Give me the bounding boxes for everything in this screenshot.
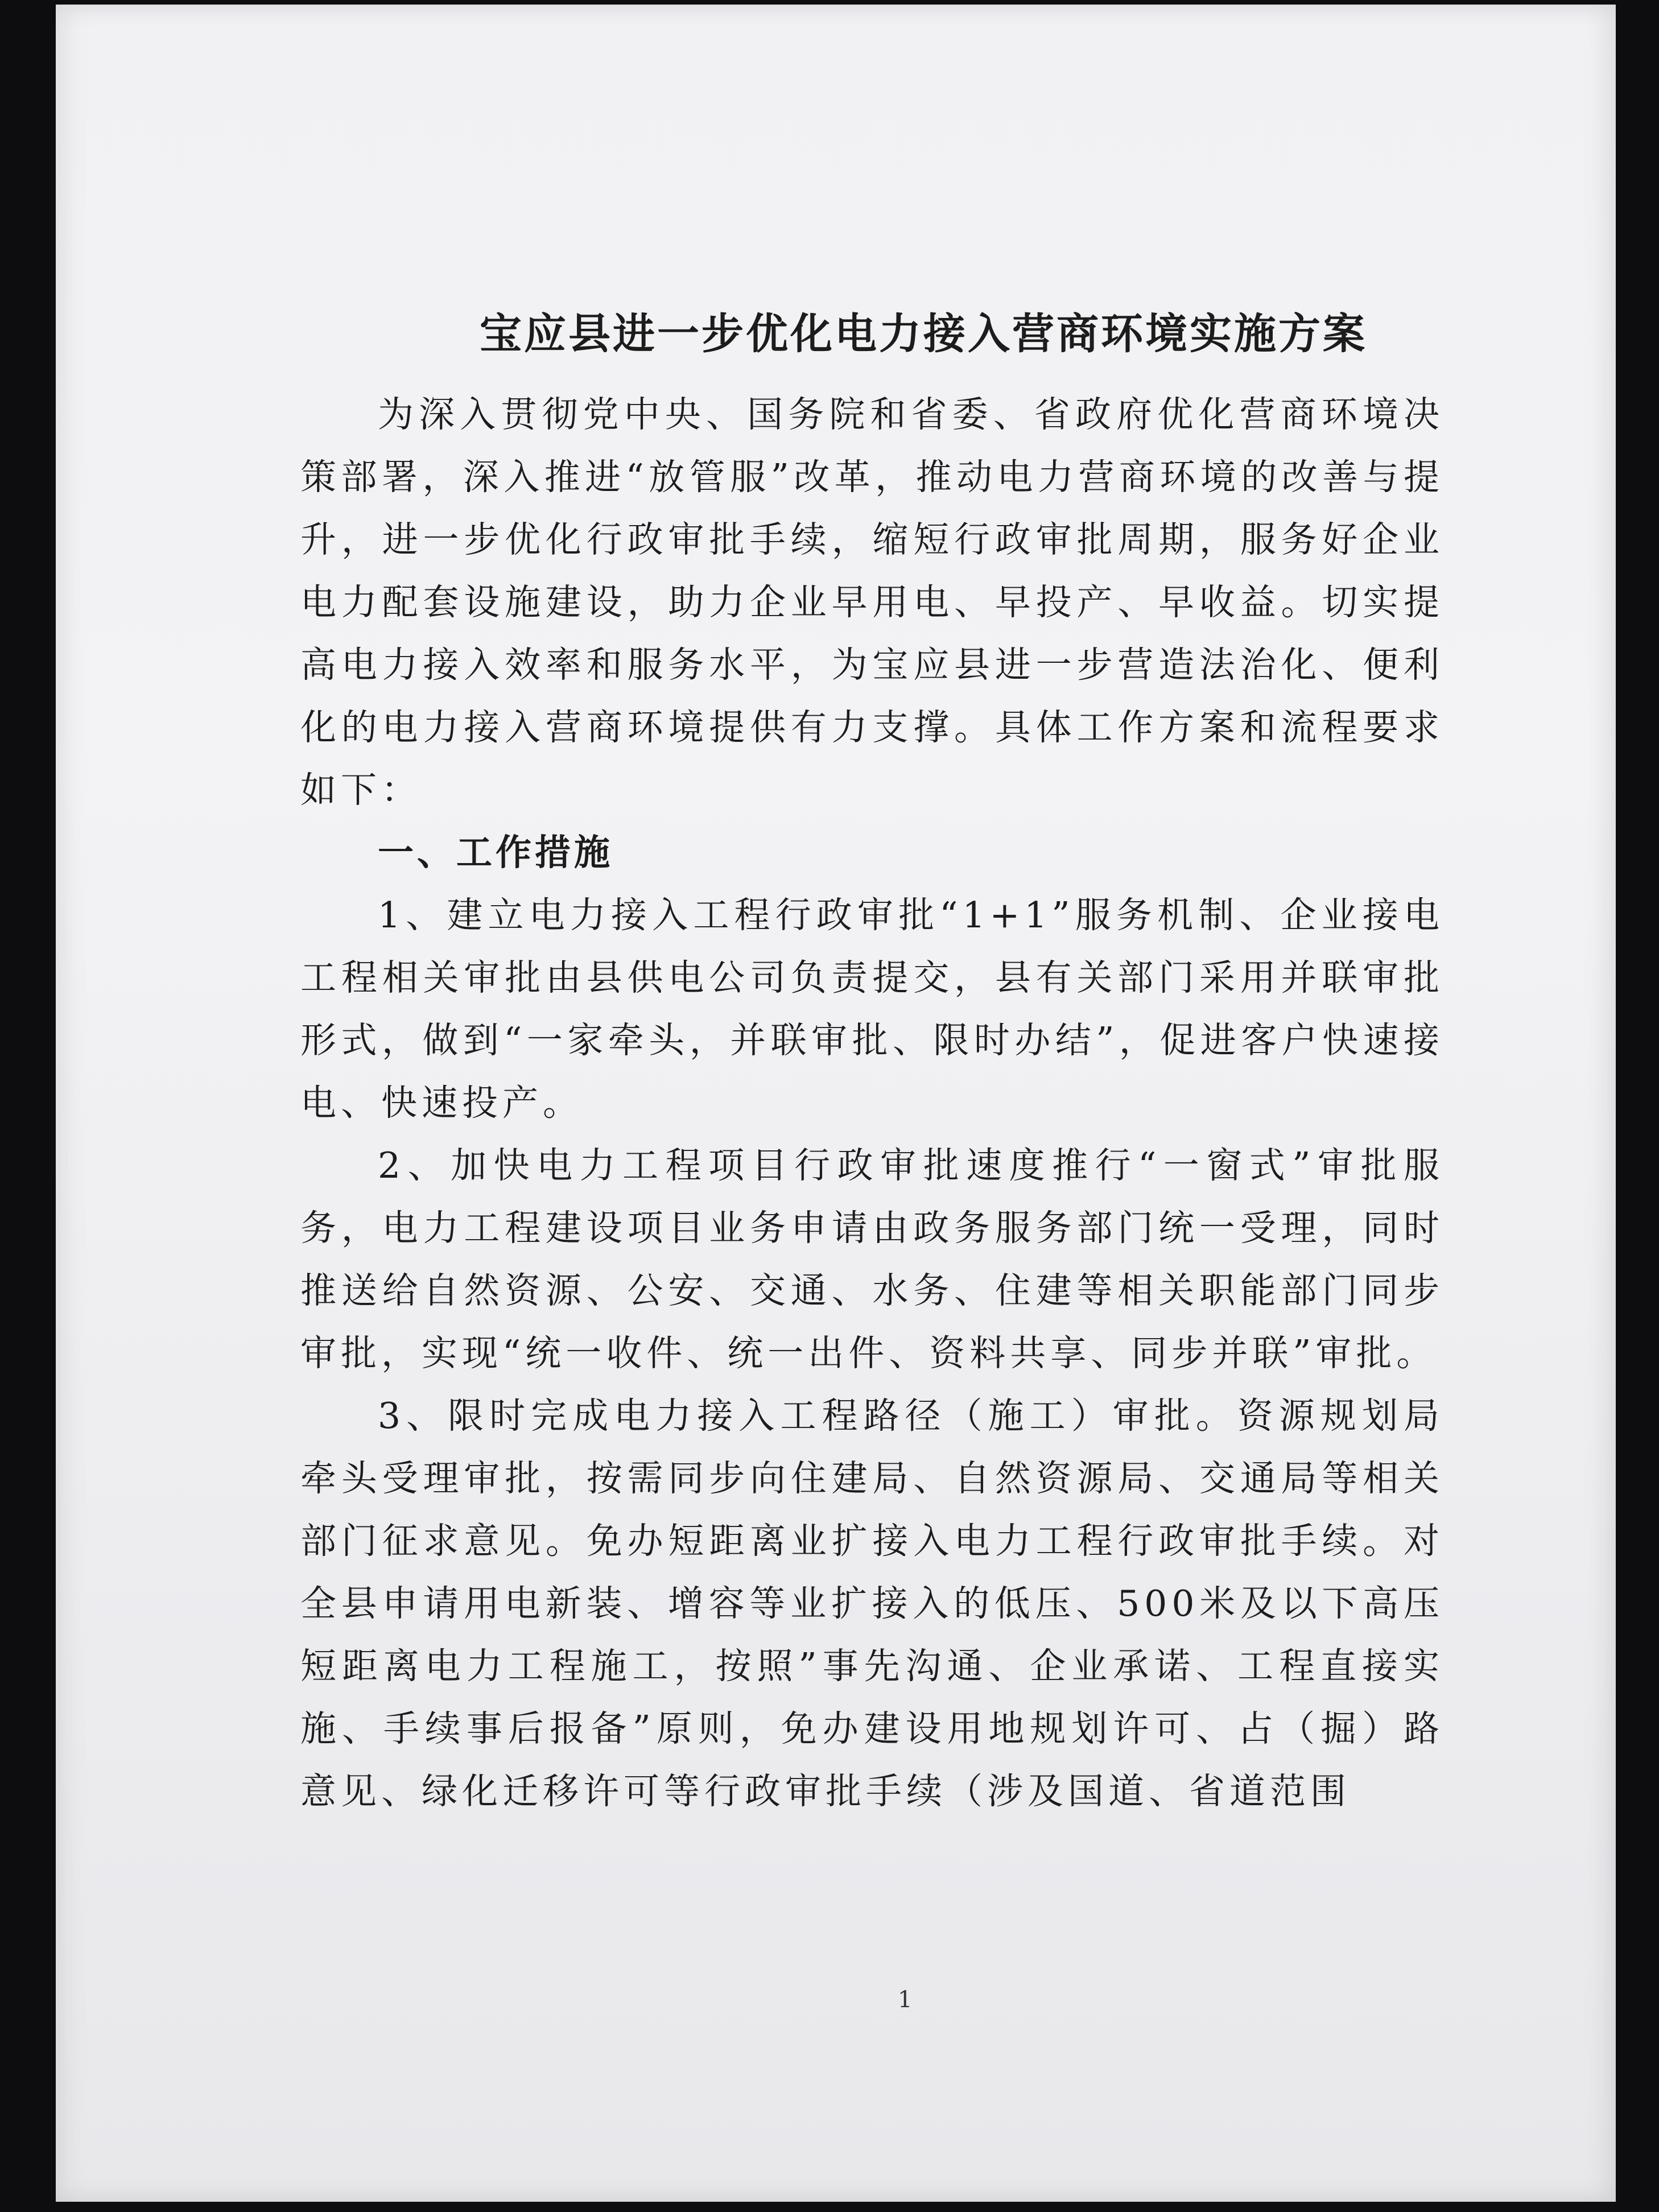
document-title: 宝应县进一步优化电力接入营商环境实施方案 xyxy=(480,309,1367,358)
intro-paragraph: 为深入贯彻党中央、国务院和省委、省政府优化营商环境决策部署，深入推进“放管服”改革，推动电力营商环境的改善与提升，进一步优化行政审批手续，缩短行政审批周期，服务好企业电力配套设施建设，助力企业早用电、早投产、早收益。切实提高电力接入效率和服务水平，为宝应县进一步营造法治化、便利化的电力接入营商环境提供有力支撑。具体工作方案和流程要求如下： xyxy=(300,394,1444,811)
section-heading: 一、工作措施 xyxy=(378,832,613,873)
document-body xyxy=(300,300,1444,1823)
measure-item-3: 3、限时完成电力接入工程路径（施工）审批。资源规划局牵头受理审批，按需同步向住建局、自然资源局、交通局等相关部门征求意见。免办短距离业扩接入电力工程行政审批手续。对全县申请用电新装、增容等业扩接入的低压、500米及以下高压短距离电力工程施工，按照”事先沟通、企业承诺、工程直接实施、手续事后报备”原则，免办建设用地规划许可、占（掘）路意见、绿化迁移许可等行政审批手续（涉及国道、省道范围 xyxy=(300,1395,1444,1812)
measure-item-1: 1、建立电力接入工程行政审批“1+1”服务机制、企业接电工程相关审批由县供电公司负责提交，县有关部门采用并联审批形式，做到“一家牵头，并联审批、限时办结”，促进客户快速接电、快速投产。 xyxy=(300,894,1444,1124)
paper-sheet xyxy=(56,5,1616,2202)
measure-item-2: 2、加快电力工程项目行政审批速度推行“一窗式”审批服务，电力工程建设项目业务申请由政务服务部门统一受理，同时推送给自然资源、公安、交通、水务、住建等相关职能部门同步审批，实现“统一收件、统一出件、资料共享、同步并联”审批。 xyxy=(300,1145,1444,1374)
page-number: 1 xyxy=(898,1987,913,2013)
